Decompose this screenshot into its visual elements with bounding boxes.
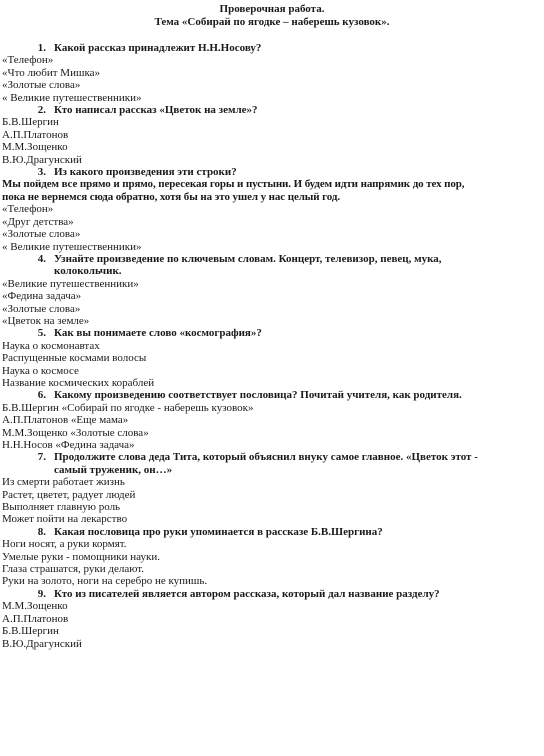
question-7-option[interactable]: Из смерти работает жизнь <box>2 476 125 489</box>
question-7-text-cont: самый труженик, он…» <box>54 463 173 476</box>
question-6-option[interactable]: М.М.Зощенко «Золотые слова» <box>2 426 149 439</box>
question-4-text-cont: колокольчик. <box>54 265 122 278</box>
question-1-text: Какой рассказ принадлежит Н.Н.Носову? <box>54 42 262 54</box>
question-1: 1. Какой рассказ принадлежит Н.Н.Носову? <box>37 42 262 54</box>
question-9: 9. Кто из писателей является автором рассказа, который дал название разделу? <box>37 587 440 600</box>
question-7: 7. Продолжите слова деда Тита, который объяснил внуку самое главное. «Цветок этот - самый труженик, он…» <box>2 451 542 476</box>
question-3: 3. Из какого произведения эти строки? <box>37 166 237 179</box>
question-1-option[interactable]: «Телефон» <box>2 54 54 67</box>
question-3-option[interactable]: «Золотые слова» <box>2 228 81 241</box>
question-5-option[interactable]: Название космических кораблей <box>2 376 155 389</box>
question-6-option[interactable]: Н.Н.Носов «Федина задача» <box>2 439 135 451</box>
worksheet-title: Проверочная работа. <box>219 3 325 15</box>
question-3-quote-line: пока не вернемся сюда обратно, хотя бы на это ушел у нас целый год. <box>2 190 340 203</box>
question-2-option[interactable]: А.П.Платонов <box>2 128 69 141</box>
question-7-option[interactable]: Выполняет главную роль <box>2 501 121 514</box>
question-8-option[interactable]: Ноги носят, а руки кормят. <box>2 538 127 551</box>
question-9-text: Кто из писателей является автором рассказа, который дал название разделу? <box>54 587 440 600</box>
question-2-text: Кто написал рассказ «Цветок на земле»? <box>54 104 258 117</box>
question-4-option[interactable]: «Цветок на земле» <box>2 314 90 327</box>
question-8: 8. Какая пословица про руки упоминается в рассказе Б.В.Шергина? <box>37 525 383 538</box>
question-4-option[interactable]: «Золотые слова» <box>2 302 81 315</box>
question-7-text: Продолжите слова деда Тита, который объяснил внуку самое главное. «Цветок этот - <box>54 451 478 464</box>
question-1-option[interactable]: «Золотые слова» <box>2 79 81 92</box>
question-5-option[interactable]: Наука о космонавтах <box>2 339 100 352</box>
question-1-option[interactable]: «Что любит Мишка» <box>2 66 101 79</box>
question-6: 6. Какому произведению соответствует пословица? Почитай учителя, как родителя. <box>37 389 462 402</box>
question-2-option[interactable]: Б.В.Шергин <box>2 116 59 129</box>
question-8-option[interactable]: Руки на золото, ноги на серебро не купишь. <box>2 575 208 588</box>
question-3-quote-line: Мы пойдем все прямо и прямо, пересекая горы и пустыни. И будем идти напрямик до тех пор, <box>2 178 465 191</box>
question-8-text: Какая пословица про руки упоминается в рассказе Б.В.Шергина? <box>54 525 383 538</box>
question-7-option[interactable]: Растет, цветет, радует людей <box>2 488 136 501</box>
question-7-option[interactable]: Может пойти на лекарство <box>2 513 128 526</box>
question-3-option[interactable]: «Друг детства» <box>2 215 74 228</box>
question-9-option[interactable]: Б.В.Шергин <box>2 625 59 638</box>
worksheet-header <box>0 0 544 29</box>
questions-list <box>2 42 542 650</box>
worksheet-topic: Тема «Собирай по ягодке – наберешь кузовок». <box>154 16 390 28</box>
question-2: 2. Кто написал рассказ «Цветок на земле»? <box>37 104 258 117</box>
question-8-option[interactable]: Умелые руки - помощники науки. <box>2 550 160 563</box>
question-9-option[interactable]: В.Ю.Драгунский <box>2 637 82 650</box>
question-1-option[interactable]: « Великие путешественники» <box>2 91 142 104</box>
question-5-text: Как вы понимаете слово «космография»? <box>54 327 262 340</box>
question-3-option[interactable]: «Телефон» <box>2 203 54 216</box>
question-4-option[interactable]: «Великие путешественники» <box>2 277 139 290</box>
question-8-option[interactable]: Глаза страшатся, руки делают. <box>2 563 145 576</box>
question-5: 5. Как вы понимаете слово «космография»? <box>37 327 262 340</box>
question-9-option[interactable]: М.М.Зощенко <box>2 600 68 613</box>
question-2-option[interactable]: М.М.Зощенко <box>2 141 68 154</box>
question-5-option[interactable]: Наука о космосе <box>2 364 79 377</box>
question-6-option[interactable]: Б.В.Шергин «Собирай по ягодке - наберешь кузовок» <box>2 401 254 414</box>
question-3-option[interactable]: « Великие путешественники» <box>2 240 142 253</box>
question-9-option[interactable]: А.П.Платонов <box>2 612 69 625</box>
question-6-option[interactable]: А.П.Платонов «Еще мама» <box>2 414 129 427</box>
question-6-text: Какому произведению соответствует пословица? Почитай учителя, как родителя. <box>54 389 462 402</box>
question-2-option[interactable]: В.Ю.Драгунский <box>2 153 82 166</box>
question-4-text: Узнайте произведение по ключевым словам. Концерт, телевизор, певец, мука, <box>54 252 442 265</box>
question-5-option[interactable]: Распущенные космами волосы <box>2 352 147 365</box>
question-4: 4. Узнайте произведение по ключевым словам. Концерт, телевизор, певец, мука, колокольчик. <box>2 253 542 278</box>
question-3-text: Из какого произведения эти строки? <box>54 166 237 179</box>
question-4-option[interactable]: «Федина задача» <box>2 290 82 303</box>
